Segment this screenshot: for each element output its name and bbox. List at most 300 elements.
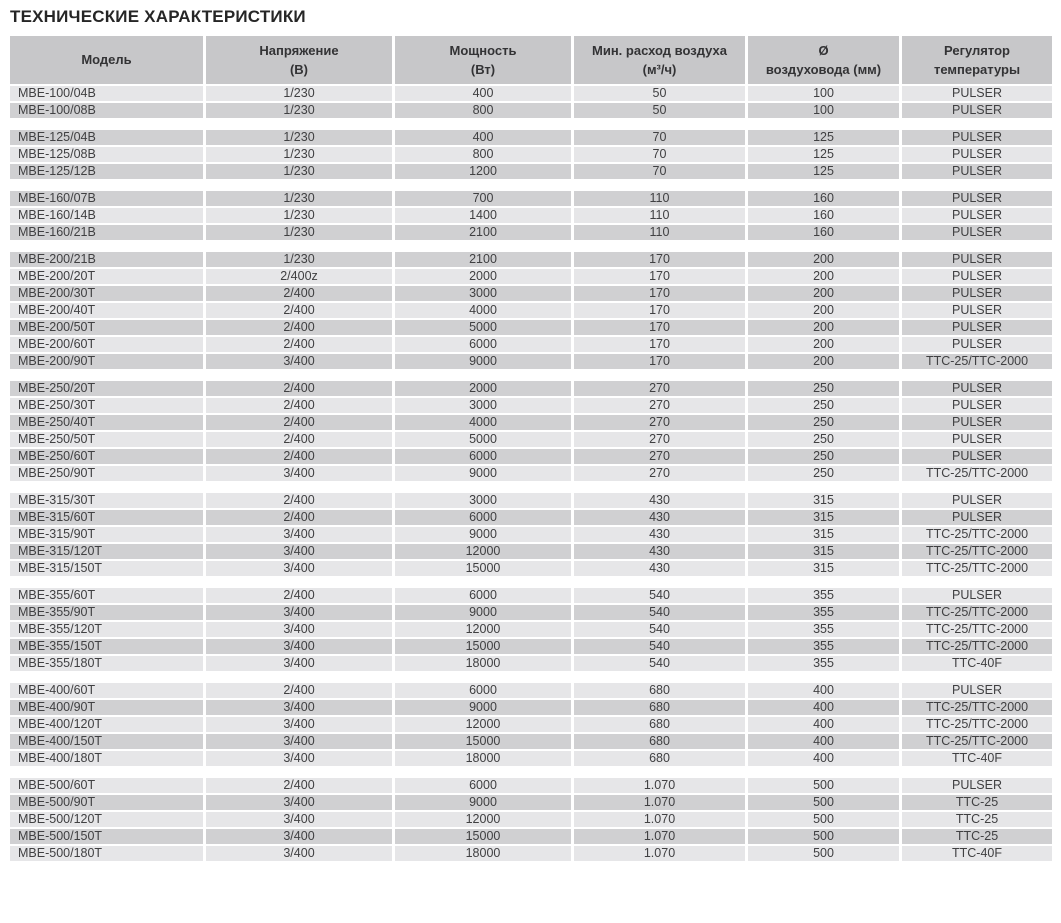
cell-power: 400 [392,130,571,145]
cell-voltage: 1/230 [203,225,392,240]
table-row [10,795,1052,810]
cell-min-airflow: 50 [571,86,745,101]
cell-temp-regulator: TTC-25 [899,829,1052,844]
column-header-line: Мощность [449,42,517,58]
cell-voltage: 1/230 [203,130,392,145]
cell-duct-diameter: 355 [745,656,899,671]
cell-min-airflow: 430 [571,510,745,525]
cell-temp-regulator: PULSER [899,337,1052,352]
cell-model: MBE-250/50T [10,432,203,447]
cell-temp-regulator: TTC-25/TTC-2000 [899,622,1052,637]
cell-voltage: 1/230 [203,147,392,162]
cell-voltage: 3/400 [203,639,392,654]
cell-min-airflow: 170 [571,320,745,335]
cell-model: MBE-500/150T [10,829,203,844]
cell-voltage: 2/400 [203,320,392,335]
cell-min-airflow: 540 [571,588,745,603]
cell-duct-diameter: 250 [745,415,899,430]
model-group [10,778,1052,861]
column-header-power [392,36,571,84]
cell-temp-regulator: TTC-25/TTC-2000 [899,700,1052,715]
table-row [10,493,1052,508]
cell-duct-diameter: 125 [745,164,899,179]
cell-power: 800 [392,103,571,118]
cell-power: 6000 [392,449,571,464]
cell-voltage: 3/400 [203,527,392,542]
cell-min-airflow: 540 [571,622,745,637]
cell-power: 1200 [392,164,571,179]
table-row [10,103,1052,118]
cell-duct-diameter: 160 [745,225,899,240]
cell-min-airflow: 170 [571,286,745,301]
table-row [10,208,1052,223]
cell-min-airflow: 270 [571,432,745,447]
cell-temp-regulator: PULSER [899,286,1052,301]
cell-power: 4000 [392,415,571,430]
cell-temp-regulator: TTC-25/TTC-2000 [899,561,1052,576]
cell-voltage: 3/400 [203,656,392,671]
table-row [10,381,1052,396]
cell-power: 18000 [392,656,571,671]
cell-min-airflow: 270 [571,415,745,430]
cell-model: MBE-315/60T [10,510,203,525]
cell-power: 6000 [392,683,571,698]
column-header-model [10,36,203,84]
cell-duct-diameter: 400 [745,683,899,698]
table-row [10,432,1052,447]
cell-model: MBE-500/120T [10,812,203,827]
cell-power: 5000 [392,320,571,335]
cell-power: 12000 [392,544,571,559]
cell-temp-regulator: PULSER [899,130,1052,145]
table-body [10,86,1052,861]
cell-model: MBE-400/90T [10,700,203,715]
cell-model: MBE-250/30T [10,398,203,413]
table-row [10,751,1052,766]
cell-min-airflow: 430 [571,544,745,559]
cell-power: 2000 [392,269,571,284]
cell-temp-regulator: PULSER [899,510,1052,525]
cell-voltage: 3/400 [203,717,392,732]
cell-duct-diameter: 160 [745,208,899,223]
cell-temp-regulator: TTC-25 [899,812,1052,827]
table-row [10,86,1052,101]
cell-model: MBE-200/21B [10,252,203,267]
cell-duct-diameter: 400 [745,700,899,715]
table-row [10,656,1052,671]
cell-duct-diameter: 315 [745,527,899,542]
cell-model: MBE-400/120T [10,717,203,732]
cell-voltage: 3/400 [203,605,392,620]
cell-min-airflow: 680 [571,734,745,749]
cell-duct-diameter: 500 [745,846,899,861]
cell-model: MBE-250/20T [10,381,203,396]
table-row [10,147,1052,162]
table-row [10,286,1052,301]
cell-model: MBE-400/60T [10,683,203,698]
cell-voltage: 3/400 [203,829,392,844]
cell-temp-regulator: PULSER [899,398,1052,413]
table-row [10,829,1052,844]
cell-model: MBE-200/60T [10,337,203,352]
cell-voltage: 3/400 [203,700,392,715]
table-row [10,700,1052,715]
column-header-voltage [203,36,392,84]
table-row [10,510,1052,525]
table-row [10,622,1052,637]
cell-duct-diameter: 315 [745,561,899,576]
cell-model: MBE-125/04B [10,130,203,145]
cell-power: 700 [392,191,571,206]
cell-model: MBE-100/04B [10,86,203,101]
cell-temp-regulator: PULSER [899,588,1052,603]
cell-voltage: 2/400 [203,449,392,464]
table-row [10,717,1052,732]
cell-power: 6000 [392,510,571,525]
cell-voltage: 1/230 [203,252,392,267]
cell-min-airflow: 680 [571,700,745,715]
cell-power: 9000 [392,700,571,715]
cell-power: 2000 [392,381,571,396]
cell-duct-diameter: 500 [745,778,899,793]
cell-model: MBE-355/90T [10,605,203,620]
model-group [10,493,1052,576]
cell-voltage: 2/400 [203,398,392,413]
cell-temp-regulator: TTC-25/TTC-2000 [899,734,1052,749]
cell-power: 6000 [392,588,571,603]
table-row [10,527,1052,542]
cell-min-airflow: 70 [571,147,745,162]
cell-voltage: 2/400 [203,303,392,318]
cell-voltage: 3/400 [203,544,392,559]
cell-min-airflow: 270 [571,466,745,481]
cell-temp-regulator: TTC-25/TTC-2000 [899,466,1052,481]
cell-temp-regulator: PULSER [899,164,1052,179]
cell-temp-regulator: TTC-25/TTC-2000 [899,639,1052,654]
cell-power: 15000 [392,561,571,576]
column-header-duct-diameter [745,36,899,84]
cell-voltage: 2/400 [203,415,392,430]
table-row [10,337,1052,352]
cell-duct-diameter: 355 [745,639,899,654]
cell-duct-diameter: 400 [745,717,899,732]
technical-specs-table [10,36,1052,861]
cell-min-airflow: 680 [571,717,745,732]
table-row [10,778,1052,793]
cell-power: 3000 [392,398,571,413]
table-header-row [10,36,1052,84]
cell-duct-diameter: 500 [745,795,899,810]
column-header-line: Мин. расход воздуха [592,42,727,58]
cell-power: 9000 [392,466,571,481]
cell-voltage: 3/400 [203,795,392,810]
cell-duct-diameter: 250 [745,449,899,464]
cell-duct-diameter: 355 [745,588,899,603]
model-group [10,86,1052,118]
cell-power: 1400 [392,208,571,223]
cell-temp-regulator: TTC-40F [899,656,1052,671]
cell-voltage: 2/400 [203,381,392,396]
cell-temp-regulator: TTC-25/TTC-2000 [899,717,1052,732]
cell-temp-regulator: PULSER [899,778,1052,793]
cell-duct-diameter: 200 [745,286,899,301]
column-header-line: Напряжение [259,42,339,58]
cell-duct-diameter: 100 [745,86,899,101]
cell-duct-diameter: 315 [745,493,899,508]
cell-model: MBE-200/40T [10,303,203,318]
table-row [10,164,1052,179]
cell-temp-regulator: TTC-25/TTC-2000 [899,605,1052,620]
table-row [10,683,1052,698]
cell-temp-regulator: PULSER [899,252,1052,267]
model-group [10,252,1052,369]
cell-min-airflow: 1.070 [571,846,745,861]
cell-power: 9000 [392,605,571,620]
cell-voltage: 2/400 [203,683,392,698]
cell-model: MBE-315/30T [10,493,203,508]
cell-power: 800 [392,147,571,162]
cell-voltage: 3/400 [203,846,392,861]
cell-model: MBE-315/90T [10,527,203,542]
table-row [10,354,1052,369]
cell-duct-diameter: 200 [745,269,899,284]
cell-min-airflow: 170 [571,269,745,284]
cell-model: MBE-125/08B [10,147,203,162]
cell-voltage: 2/400 [203,337,392,352]
cell-duct-diameter: 250 [745,381,899,396]
table-row [10,252,1052,267]
cell-min-airflow: 270 [571,381,745,396]
cell-power: 15000 [392,829,571,844]
column-header-line: Регулятор [944,42,1010,58]
cell-power: 3000 [392,286,571,301]
cell-duct-diameter: 200 [745,252,899,267]
table-row [10,449,1052,464]
cell-min-airflow: 430 [571,493,745,508]
cell-min-airflow: 70 [571,164,745,179]
cell-power: 2100 [392,252,571,267]
page-title: ТЕХНИЧЕСКИЕ ХАРАКТЕРИСТИКИ [10,7,306,26]
cell-temp-regulator: TTC-25/TTC-2000 [899,354,1052,369]
cell-min-airflow: 170 [571,252,745,267]
cell-temp-regulator: TTC-25 [899,795,1052,810]
cell-temp-regulator: PULSER [899,432,1052,447]
cell-min-airflow: 680 [571,751,745,766]
cell-temp-regulator: TTC-25/TTC-2000 [899,544,1052,559]
column-header-line: температуры [933,61,1021,77]
cell-voltage: 3/400 [203,751,392,766]
cell-temp-regulator: TTC-40F [899,846,1052,861]
cell-model: MBE-355/120T [10,622,203,637]
column-header-line: воздуховода (мм) [765,61,882,77]
cell-power: 9000 [392,795,571,810]
cell-temp-regulator: PULSER [899,449,1052,464]
cell-power: 6000 [392,337,571,352]
cell-temp-regulator: TTC-25/TTC-2000 [899,527,1052,542]
cell-model: MBE-200/20T [10,269,203,284]
cell-temp-regulator: TTC-40F [899,751,1052,766]
column-header-temp-regulator [899,36,1052,84]
table-row [10,466,1052,481]
cell-model: MBE-500/60T [10,778,203,793]
cell-model: MBE-500/180T [10,846,203,861]
table-row [10,269,1052,284]
cell-temp-regulator: PULSER [899,147,1052,162]
cell-voltage: 2/400 [203,778,392,793]
cell-temp-regulator: PULSER [899,86,1052,101]
cell-duct-diameter: 200 [745,303,899,318]
cell-voltage: 3/400 [203,812,392,827]
cell-model: MBE-160/14B [10,208,203,223]
cell-temp-regulator: PULSER [899,191,1052,206]
cell-duct-diameter: 200 [745,354,899,369]
cell-model: MBE-250/60T [10,449,203,464]
cell-model: MBE-100/08B [10,103,203,118]
model-group [10,191,1052,240]
cell-min-airflow: 540 [571,639,745,654]
cell-model: MBE-355/150T [10,639,203,654]
cell-duct-diameter: 200 [745,320,899,335]
cell-voltage: 3/400 [203,466,392,481]
cell-model: MBE-355/180T [10,656,203,671]
cell-duct-diameter: 200 [745,337,899,352]
cell-model: MBE-400/150T [10,734,203,749]
cell-duct-diameter: 355 [745,605,899,620]
cell-power: 12000 [392,812,571,827]
cell-voltage: 1/230 [203,103,392,118]
cell-power: 18000 [392,751,571,766]
cell-model: MBE-200/90T [10,354,203,369]
model-group [10,381,1052,481]
cell-voltage: 2/400 [203,588,392,603]
cell-min-airflow: 70 [571,130,745,145]
cell-min-airflow: 680 [571,683,745,698]
cell-min-airflow: 1.070 [571,778,745,793]
cell-power: 12000 [392,717,571,732]
cell-power: 15000 [392,639,571,654]
cell-voltage: 1/230 [203,164,392,179]
cell-min-airflow: 430 [571,561,745,576]
table-row [10,225,1052,240]
cell-min-airflow: 1.070 [571,812,745,827]
cell-model: MBE-355/60T [10,588,203,603]
cell-duct-diameter: 500 [745,812,899,827]
cell-power: 12000 [392,622,571,637]
cell-power: 15000 [392,734,571,749]
model-group [10,683,1052,766]
table-row [10,846,1052,861]
table-row [10,191,1052,206]
cell-power: 4000 [392,303,571,318]
cell-duct-diameter: 315 [745,510,899,525]
cell-duct-diameter: 250 [745,432,899,447]
cell-model: MBE-125/12B [10,164,203,179]
cell-voltage: 1/230 [203,191,392,206]
cell-min-airflow: 170 [571,303,745,318]
cell-voltage: 2/400 [203,510,392,525]
cell-model: MBE-500/90T [10,795,203,810]
cell-temp-regulator: PULSER [899,269,1052,284]
cell-min-airflow: 430 [571,527,745,542]
cell-model: MBE-160/21B [10,225,203,240]
cell-model: MBE-160/07B [10,191,203,206]
cell-model: MBE-315/120T [10,544,203,559]
cell-voltage: 2/400 [203,286,392,301]
table-row [10,734,1052,749]
cell-temp-regulator: PULSER [899,320,1052,335]
cell-voltage: 3/400 [203,354,392,369]
cell-min-airflow: 110 [571,191,745,206]
cell-temp-regulator: PULSER [899,381,1052,396]
cell-min-airflow: 540 [571,656,745,671]
cell-min-airflow: 50 [571,103,745,118]
cell-power: 2100 [392,225,571,240]
cell-temp-regulator: PULSER [899,493,1052,508]
cell-voltage: 3/400 [203,622,392,637]
table-row [10,303,1052,318]
table-row [10,398,1052,413]
cell-model: MBE-250/40T [10,415,203,430]
table-row [10,812,1052,827]
cell-power: 18000 [392,846,571,861]
cell-duct-diameter: 100 [745,103,899,118]
cell-temp-regulator: PULSER [899,683,1052,698]
cell-duct-diameter: 355 [745,622,899,637]
cell-min-airflow: 1.070 [571,829,745,844]
cell-min-airflow: 270 [571,398,745,413]
cell-min-airflow: 270 [571,449,745,464]
cell-duct-diameter: 400 [745,751,899,766]
column-header-line: (Вт) [470,61,496,77]
cell-model: MBE-315/150T [10,561,203,576]
cell-voltage: 3/400 [203,734,392,749]
column-header-line: (В) [289,61,309,77]
column-header-min-airflow [571,36,745,84]
cell-power: 400 [392,86,571,101]
table-row [10,588,1052,603]
cell-temp-regulator: PULSER [899,103,1052,118]
cell-min-airflow: 1.070 [571,795,745,810]
table-row [10,639,1052,654]
cell-model: MBE-250/90T [10,466,203,481]
column-header-line: (м³/ч) [642,61,677,77]
table-row [10,415,1052,430]
cell-min-airflow: 110 [571,225,745,240]
cell-voltage: 2/400z [203,269,392,284]
cell-min-airflow: 170 [571,354,745,369]
cell-voltage: 2/400 [203,493,392,508]
table-row [10,561,1052,576]
cell-power: 3000 [392,493,571,508]
cell-power: 9000 [392,354,571,369]
model-group [10,588,1052,671]
cell-duct-diameter: 500 [745,829,899,844]
cell-min-airflow: 170 [571,337,745,352]
table-row [10,544,1052,559]
cell-model: MBE-200/30T [10,286,203,301]
cell-duct-diameter: 250 [745,398,899,413]
column-header-line: Модель [81,52,132,67]
cell-min-airflow: 540 [571,605,745,620]
cell-power: 5000 [392,432,571,447]
cell-min-airflow: 110 [571,208,745,223]
cell-voltage: 1/230 [203,208,392,223]
cell-duct-diameter: 160 [745,191,899,206]
cell-model: MBE-200/50T [10,320,203,335]
cell-duct-diameter: 125 [745,147,899,162]
table-row [10,130,1052,145]
cell-duct-diameter: 315 [745,544,899,559]
